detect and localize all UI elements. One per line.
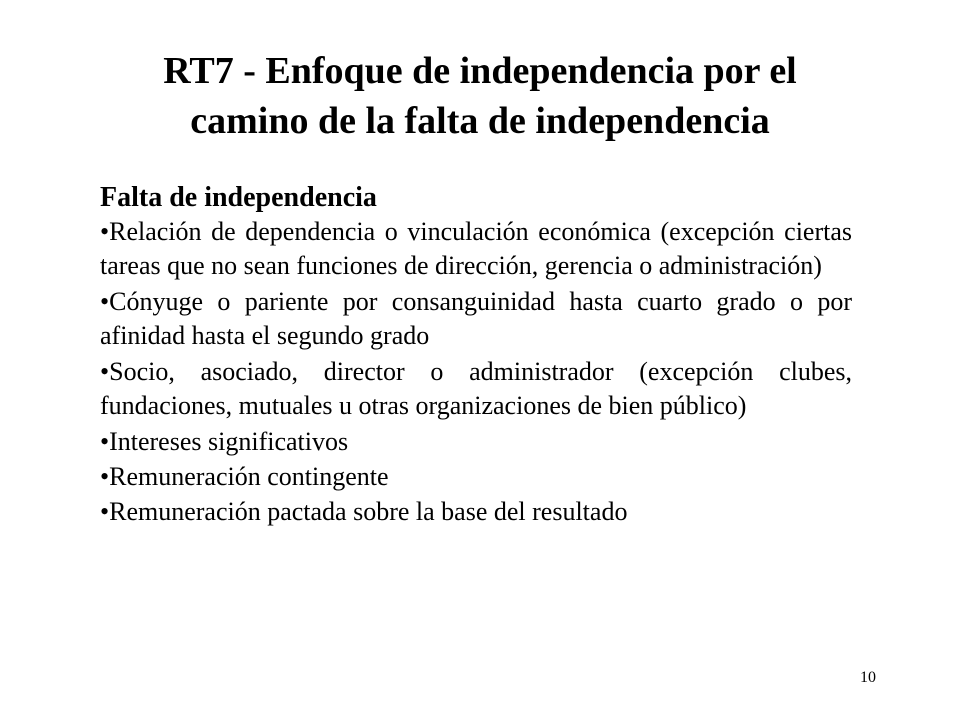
bullet-item: •Remuneración pactada sobre la base del resultado (100, 497, 628, 526)
bullet-item: •Intereses significativos (100, 427, 349, 456)
bullet-item: •Relación de dependencia o vinculación económica (excepción ciertas tareas que no sean funciones de dirección, gerencia o administración) (100, 217, 852, 280)
bullet-item: •Cónyuge o pariente por consanguinidad hasta cuarto grado o por afinidad hasta el segundo grado (100, 287, 852, 350)
slide-title-line-2: camino de la falta de independencia (190, 100, 770, 142)
bullet-list (100, 215, 852, 529)
slide-title (60, 46, 900, 146)
slide-content (100, 180, 852, 529)
slide-number: 10 (860, 669, 876, 686)
section-heading: Falta de independencia (100, 182, 377, 213)
bullet-item: •Socio, asociado, director o administrador (excepción clubes, fundaciones, mutuales u otras organizaciones de bien público) (100, 357, 852, 420)
bullet-item: •Remuneración contingente (100, 462, 389, 491)
slide-title-line-1: RT7 - Enfoque de independencia por el (163, 50, 797, 92)
